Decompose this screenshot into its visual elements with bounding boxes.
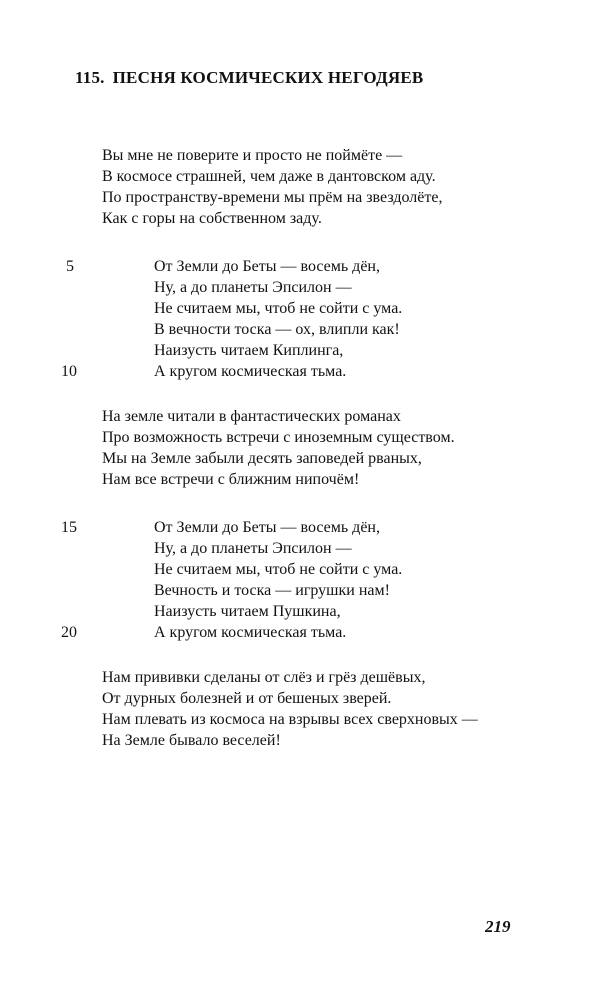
verse-line: Наизусть читаем Пушкина,	[154, 603, 341, 620]
verse-line: Не считаем мы, чтоб не сойти с ума.	[154, 561, 403, 578]
verse-line: Вы мне не поверите и просто не поймёте —	[102, 147, 403, 164]
line-number: 10	[61, 363, 77, 380]
verse-line: Мы на Земле забыли десять заповедей рваных,	[102, 450, 422, 467]
verse-line: А кругом космическая тьма.	[154, 363, 347, 380]
verse-line: От Земли до Беты — восемь дён,	[154, 258, 380, 275]
verse-line: Про возможность встречи с иноземным существом.	[102, 429, 455, 446]
verse-line: Нам прививки сделаны от слёз и грёз дешёвых,	[102, 669, 426, 686]
verse-line: От Земли до Беты — восемь дён,	[154, 519, 380, 536]
poem-number: 115.	[75, 68, 105, 87]
verse-line: Нам все встречи с ближним нипочём!	[102, 471, 360, 488]
verse-line: На Земле бывало веселей!	[102, 732, 281, 749]
verse-line: По пространству-времени мы прём на звездолёте,	[102, 189, 443, 206]
verse-line: Вечность и тоска — игрушки нам!	[154, 582, 390, 599]
line-number: 20	[61, 624, 77, 641]
verse-line: В космосе страшней, чем даже в дантовском аду.	[102, 168, 436, 185]
verse-line: Не считаем мы, чтоб не сойти с ума.	[154, 300, 403, 317]
verse-line: В вечности тоска — ох, влипли как!	[154, 321, 400, 338]
verse-line: На земле читали в фантастических романах	[102, 408, 401, 425]
line-number: 15	[61, 519, 77, 536]
verse-line: Ну, а до планеты Эпсилон —	[154, 279, 352, 296]
verse-line: Нам плевать из космоса на взрывы всех сверхновых —	[102, 711, 478, 728]
verse-line: От дурных болезней и от бешеных зверей.	[102, 690, 392, 707]
verse-line: Как с горы на собственном заду.	[102, 210, 322, 227]
page-number: 219	[485, 917, 511, 936]
line-number: 5	[66, 258, 74, 275]
poem-title: ПЕСНЯ КОСМИЧЕСКИХ НЕГОДЯЕВ	[112, 68, 424, 87]
poem-heading	[75, 68, 423, 88]
verse-line: Ну, а до планеты Эпсилон —	[154, 540, 352, 557]
verse-line: А кругом космическая тьма.	[154, 624, 347, 641]
verse-line: Наизусть читаем Киплинга,	[154, 342, 344, 359]
